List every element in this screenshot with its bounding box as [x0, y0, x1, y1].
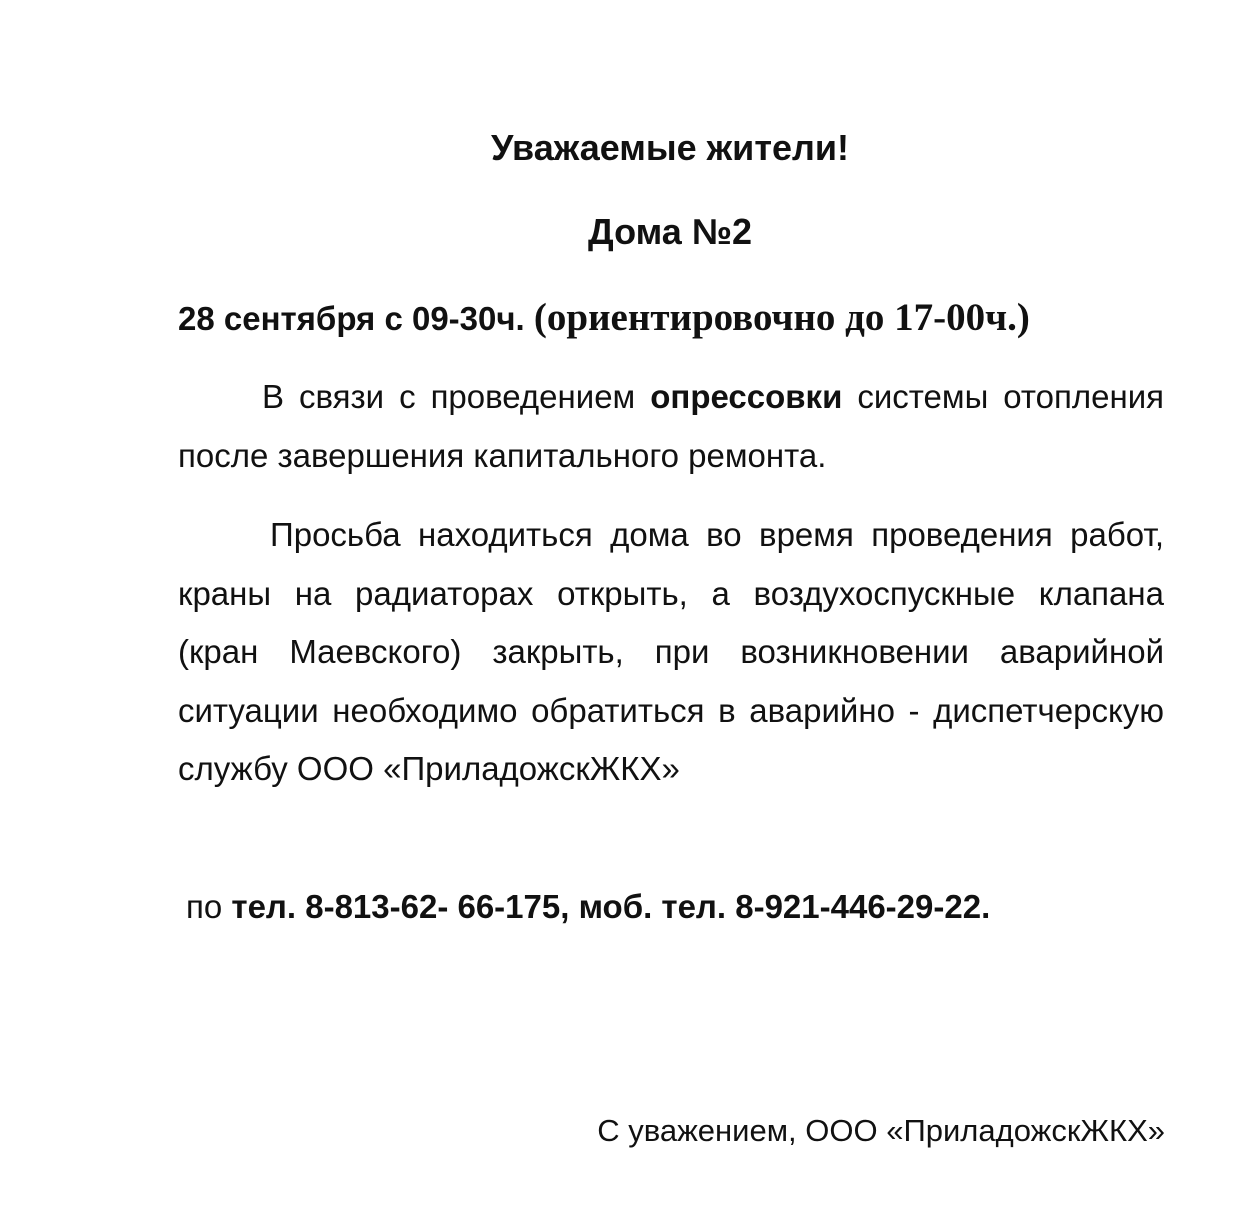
notice-phone-prefix: по — [186, 888, 232, 925]
notice-date-line — [178, 294, 1030, 343]
notice-phone-numbers: тел. 8-813-62- 66-175, моб. тел. 8-921-446-29-22. — [231, 888, 991, 925]
notice-signature: С уважением, ООО «ПриладожскЖКХ» — [597, 1113, 1165, 1148]
notice-paragraph-reason-bold: опрессовки — [650, 378, 843, 415]
notice-paragraph-reason-start: В связи с проведением — [262, 378, 651, 415]
notice-date: 28 сентября с 09-30ч. — [178, 300, 534, 337]
notice-paragraph-reason-end: системы отопления после завершения капитального ремонта. — [178, 378, 1164, 474]
notice-paragraph-reason — [178, 368, 1164, 485]
notice-greeting: Уважаемые жители! — [491, 127, 849, 168]
notice-phone-line — [186, 878, 990, 936]
notice-house-number: Дома №2 — [588, 211, 752, 252]
notice-paragraph-request: Просьба находиться дома во время проведения работ, краны на радиаторах открыть, а воздухоспускные клапана (кран Маевского) закрыть, при возникновении аварийной ситуации необходимо обратиться в аварийно - диспетчерскую службу ООО «ПриладожскЖКХ» — [178, 516, 1164, 787]
notice-time-estimate: (ориентировочно до 17-00ч.) — [533, 296, 1030, 339]
